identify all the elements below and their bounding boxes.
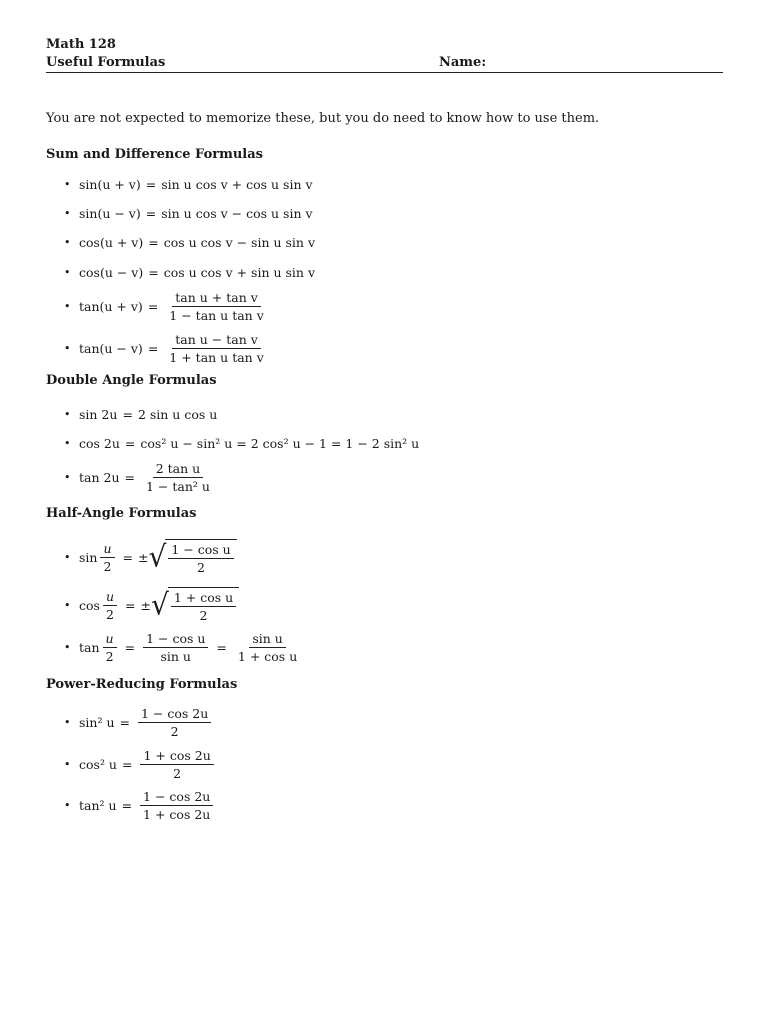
section-title-half-angle: Half-Angle Formulas: [46, 506, 197, 521]
bullet: •: [64, 341, 71, 355]
fraction-denominator: 2: [106, 606, 114, 622]
fraction: [140, 789, 213, 822]
fraction-numerator: 1 + cos u: [171, 590, 236, 607]
formula-tan-double: • tan 2u = $\frac{\text{2 tan u}}{\text{1 − tan² u}}$: [64, 457, 216, 497]
fraction: [168, 542, 233, 575]
formula-tan-squared: • tan² u = $\frac{1 - \cos 2u}{1 + \cos 2u}$: [64, 785, 216, 825]
formula-lhs: tan 2u: [79, 469, 120, 485]
fraction-numerator: 1 − cos u: [143, 631, 208, 648]
formula-lhs: tan(u + v): [79, 298, 143, 314]
angle-fraction: [103, 589, 117, 622]
fraction-denominator: 2: [170, 723, 179, 739]
fraction-numerator: tan u − tan v: [172, 332, 261, 349]
fraction-numerator: 1 − cos 2u: [140, 789, 213, 806]
name-label: Name:: [439, 55, 487, 70]
fraction-numerator: u: [103, 631, 117, 648]
fraction-denominator: 1 + cos 2u: [143, 806, 211, 822]
fraction: [138, 706, 211, 739]
fraction-numerator: tan u + tan v: [172, 290, 261, 307]
bullet: •: [64, 407, 71, 421]
function-name: cos: [79, 597, 100, 613]
formula-lhs: sin(u − v): [79, 205, 141, 221]
fraction-numerator: 2 tan u: [153, 461, 203, 478]
section-title-power-reducing: Power-Reducing Formulas: [46, 677, 238, 692]
fraction-numerator: u: [103, 589, 117, 606]
fraction: [235, 631, 300, 664]
formula-rhs: cos u cos v − sin u sin v: [163, 234, 316, 250]
fraction-denominator: 1 − tan u tan v: [169, 307, 264, 323]
fraction: [143, 461, 213, 494]
formula-lhs: sin² u: [79, 714, 115, 730]
fraction: [166, 332, 266, 365]
formula-cos-double: • cos 2u = cos² u − sin² u = 2 cos² u − 1 = 1 − 2 sin² u: [64, 435, 420, 451]
function-name: tan: [79, 639, 100, 655]
formula-lhs: sin(u + v): [79, 176, 141, 192]
bullet: •: [64, 299, 71, 313]
square-root: [149, 539, 237, 575]
fraction-numerator: 1 − cos 2u: [138, 706, 211, 723]
radical-icon: √: [148, 539, 167, 574]
formula-rhs: cos² u − sin² u = 2 cos² u − 1 = 1 − 2 sin² u: [140, 435, 420, 451]
formula-lhs: tan² u: [79, 797, 117, 813]
formula-lhs: tan(u − v): [79, 340, 143, 356]
course-title: Math 128: [46, 37, 116, 52]
bullet: •: [64, 235, 71, 249]
fraction-denominator: 2: [103, 558, 112, 574]
bullet: •: [64, 470, 71, 484]
sheet-subtitle: Useful Formulas: [46, 55, 166, 70]
bullet: •: [64, 436, 71, 450]
formula-sin-half: • sin $\frac{u}{2}$ = ± √ $\frac{\text{1 − cos u}}{2}$: [64, 536, 237, 578]
formula-lhs: cos(u + v): [79, 234, 144, 250]
fraction-numerator: u: [100, 541, 114, 558]
intro-text: You are not expected to memorize these, but you do need to know how to use them.: [46, 111, 600, 126]
formula-rhs: sin u cos v − cos u sin v: [161, 205, 313, 221]
plus-minus-sign: ±: [140, 597, 151, 613]
formula-rhs: cos u cos v + sin u sin v: [163, 264, 316, 280]
formula-lhs: cos² u: [79, 756, 117, 772]
fraction: [143, 631, 208, 664]
bullet: •: [64, 265, 71, 279]
bullet: •: [64, 640, 71, 654]
fraction-denominator: 2: [173, 765, 182, 781]
formula-lhs: cos(u − v): [79, 264, 144, 280]
fraction-denominator: sin u: [160, 648, 191, 664]
section-title-sum-difference: Sum and Difference Formulas: [46, 147, 263, 162]
fraction-numerator: 1 − cos u: [168, 542, 233, 559]
bullet: •: [64, 598, 71, 612]
formula-sin-difference: • sin(u − v) = sin u cos v − cos u sin v: [64, 205, 313, 221]
bullet: •: [64, 206, 71, 220]
formula-tan-difference: • tan(u − v) = $\frac{\text{tan u − tan v}}{\text{1 + tan u tan v}}$: [64, 328, 270, 368]
formula-sin-sum: • sin(u + v) = sin u cos v + cos u sin v: [64, 176, 313, 192]
formula-tan-sum: • tan(u + v) = $\frac{\text{tan u + tan v}}{\text{1 − tan u tan v}}$: [64, 286, 270, 326]
formula-lhs: cos 2u: [79, 435, 120, 451]
bullet: •: [64, 550, 71, 564]
radical-icon: √: [150, 587, 169, 622]
fraction-numerator: 1 + cos 2u: [140, 748, 213, 765]
bullet: •: [64, 798, 71, 812]
fraction-denominator: 1 + tan u tan v: [169, 349, 264, 365]
angle-fraction: [100, 541, 114, 574]
bullet: •: [64, 177, 71, 191]
formula-sin-squared: • sin² u = $\frac{1 - \cos 2u}{2}$: [64, 702, 214, 742]
plus-minus-sign: ±: [138, 549, 149, 565]
formula-rhs: sin u cos v + cos u sin v: [161, 176, 313, 192]
formula-cos-squared: • cos² u = $\frac{1 + \cos 2u}{2}$: [64, 744, 217, 784]
formula-tan-half: • tan $\frac{u}{2}$ = $\frac{\text{1 − cos u}}{\text{sin u}}$ = $\frac{\text{sin u}}{\text{1 + cos u}}$: [64, 627, 303, 667]
fraction: [166, 290, 266, 323]
fraction-numerator: sin u: [249, 631, 286, 648]
formula-cos-sum: • cos(u + v) = cos u cos v − sin u sin v: [64, 234, 316, 250]
formula-cos-half: • cos $\frac{u}{2}$ = ± √ $\frac{\text{1 + cos u}}{2}$: [64, 584, 239, 626]
angle-fraction: [103, 631, 117, 664]
fraction-denominator: 2: [105, 648, 114, 664]
fraction-denominator: 1 + cos u: [237, 648, 298, 664]
section-title-double-angle: Double Angle Formulas: [46, 373, 217, 388]
header-rule: [46, 72, 723, 73]
fraction-denominator: 1 − tan² u: [146, 478, 210, 494]
fraction-denominator: 2: [197, 559, 205, 575]
formula-sin-double: • sin 2u = 2 sin u cos u: [64, 406, 218, 422]
bullet: •: [64, 715, 71, 729]
bullet: •: [64, 757, 71, 771]
fraction-denominator: 2: [199, 607, 208, 623]
formula-lhs: sin 2u: [79, 406, 118, 422]
fraction: [171, 590, 236, 623]
function-name: sin: [79, 549, 98, 565]
formula-cos-difference: • cos(u − v) = cos u cos v + sin u sin v: [64, 264, 316, 280]
square-root: [151, 587, 239, 623]
fraction: [140, 748, 213, 781]
formula-rhs: 2 sin u cos u: [137, 406, 218, 422]
